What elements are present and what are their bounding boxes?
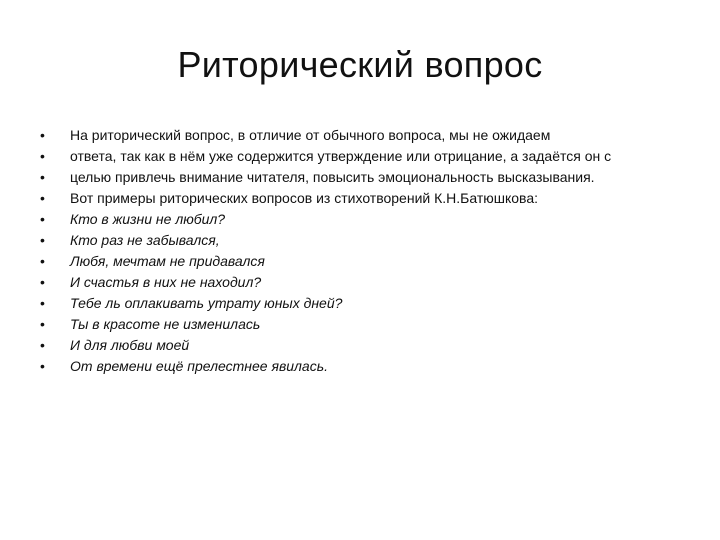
poem-line-text: Любя, мечтам не придавался	[70, 253, 265, 269]
poem-line-text: Кто в жизни не любил?	[70, 211, 226, 227]
poem-line	[36, 212, 676, 226]
list-item	[36, 149, 676, 163]
bullet-icon: •	[40, 358, 45, 374]
bullet-icon: •	[40, 211, 45, 227]
poem-line	[36, 296, 676, 310]
list-item-text: целью привлечь внимание читателя, повысить эмоциональность высказывания.	[70, 169, 595, 185]
poem-line-text: Ты в красоте не изменилась	[70, 316, 261, 332]
list-item-text: На риторический вопрос, в отличие от обычного вопроса, мы не ожидаем	[70, 127, 551, 143]
poem-line	[36, 317, 676, 331]
bullet-icon: •	[40, 127, 45, 143]
bullet-icon: •	[40, 316, 45, 332]
bullet-icon: •	[40, 232, 45, 248]
poem-line	[36, 359, 676, 373]
poem-line	[36, 275, 676, 289]
poem-line	[36, 338, 676, 352]
bullet-icon: •	[40, 253, 45, 269]
bullet-icon: •	[40, 274, 45, 290]
poem-line	[36, 233, 676, 247]
list-item-text: ответа, так как в нём уже содержится утверждение или отрицание, а задаётся он с	[70, 148, 612, 164]
bullet-icon: •	[40, 148, 45, 164]
bullet-icon: •	[40, 169, 45, 185]
poem-line-text: И для любви моей	[70, 337, 190, 353]
poem-line-text: Кто раз не забывался,	[70, 232, 220, 248]
list-item	[36, 191, 676, 205]
bullet-icon: •	[40, 295, 45, 311]
bullet-icon: •	[40, 337, 45, 353]
poem-line-text: Тебе ль оплакивать утрату юных дней?	[70, 295, 343, 311]
list-item	[36, 128, 676, 142]
bullet-icon: •	[40, 190, 45, 206]
slide-title: Риторический вопрос	[177, 44, 543, 85]
poem-line	[36, 254, 676, 268]
poem-line-text: И счастья в них не находил?	[70, 274, 262, 290]
bullet-list	[36, 128, 676, 380]
list-item	[36, 170, 676, 184]
list-item-text: Вот примеры риторических вопросов из стихотворений К.Н.Батюшкова:	[70, 190, 538, 206]
poem-line-text: От времени ещё прелестнее явилась.	[70, 358, 328, 374]
